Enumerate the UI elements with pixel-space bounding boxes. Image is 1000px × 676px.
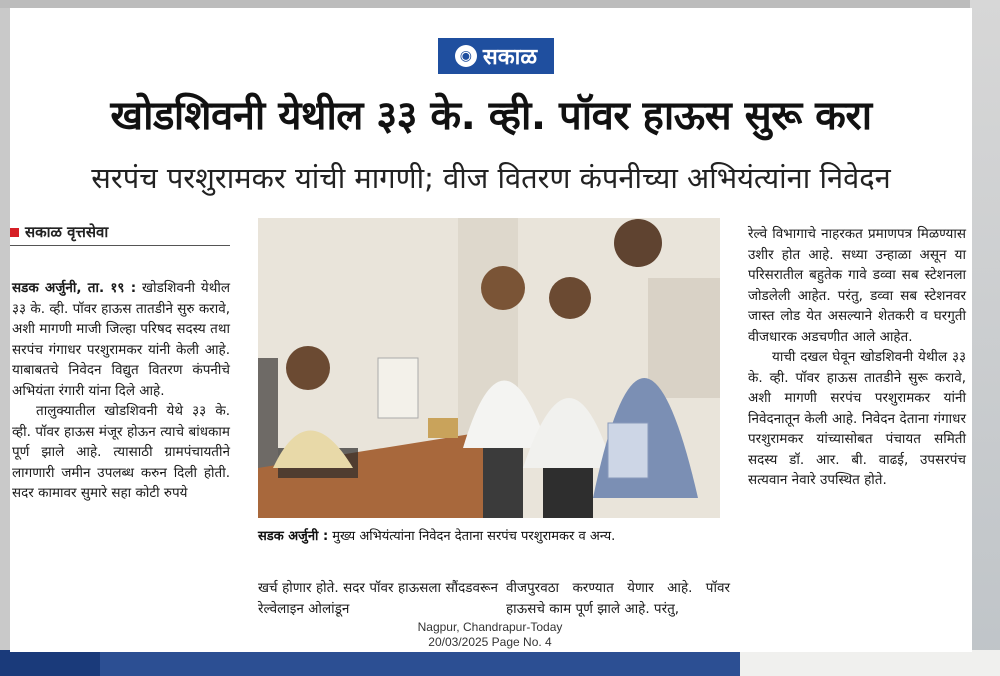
photo-caption (258, 526, 728, 544)
edition-footer (370, 620, 610, 650)
article-column-3 (748, 224, 966, 491)
caption-text: मुख्य अभियंत्यांना निवेदन देताना सरपंच परशुरामकर व अन्य. (332, 529, 616, 544)
byline (10, 222, 230, 246)
caption-place: सडक अर्जुनी : (258, 529, 329, 544)
background-bottom (0, 650, 1000, 676)
background-band-right (740, 650, 1000, 676)
dateline: सडक अर्जुनी, ता. १९ : (12, 280, 137, 296)
background-right (970, 0, 1000, 676)
article-column-2a: खर्च होणार होते. सदर पॉवर हाऊसला सौंदडवरून रेल्वेलाइन ओलांडून (258, 580, 498, 617)
masthead-logo (438, 38, 554, 74)
paragraph: तालुक्यातील खोडशिवनी येथे ३३ के. व्ही. पॉवर हाऊस मंजूर होऊन त्याचे बांधकाम पूर्ण झाले आहे. त्यासाठी ग्रामपंचायतीने लागणारी जमीन उपलब्ध करुन दिली होती. सदर कामावर सुमारे सहा कोटी रुपये (12, 403, 230, 501)
article-column-1 (12, 278, 230, 504)
paragraph: रेल्वे विभागाचे नाहरकत प्रमाणपत्र मिळण्यास उशीर होत आहे. सध्या उन्हाळा असून या परिसरातील बहुतेक गावे डव्वा सब स्टेशनला जोडलेली आहेत. परंतु, डव्वा सब स्टेशनवर जास्त लोड येत असल्याने शेतकरी व घरगुती वीजधारक अडचणीत आले आहेत. (748, 226, 966, 345)
logo-emblem-icon: ◉ (455, 45, 477, 67)
paragraph (12, 278, 230, 401)
background-band (100, 650, 740, 676)
byline-marker-icon (10, 228, 19, 237)
background-top (0, 0, 1000, 8)
newspaper-clipping (10, 8, 972, 652)
news-photo (258, 218, 720, 518)
article-column-2b: वीजपुरवठा करण्यात येणार आहे. पॉवर हाऊसचे काम पूर्ण झाले आहे. परंतु, (506, 580, 730, 617)
headline: खोडशिवनी येथील ३३ के. व्ही. पॉवर हाऊस सुरू करा (110, 93, 872, 139)
edition-name: Nagpur, Chandrapur-Today (417, 620, 563, 634)
logo-text: सकाळ (482, 45, 538, 70)
paragraph: याची दखल घेवून खोडशिवनी येथील ३३ के. व्ही. पॉवर हाऊस तातडीने सुरू करावे, अशी मागणी सरपंच परशुरामकर यांनी निवेदनातून केली आहे. निवेदन देताना गंगाधर परशुरामकर यांच्यासोबत पंचायत समिती सदस्य डॉ. आर. बी. वाढई, उपसरपंच सत्यवान नेवारे उपस्थित होते. (748, 349, 966, 488)
subheadline: सरपंच परशुरामकर यांची मागणी; वीज वितरण कंपनीच्या अभियंत्यांना निवेदन (91, 161, 891, 195)
edition-date-page: 20/03/2025 Page No. 4 (428, 635, 552, 649)
paragraph-text: खोडशिवनी येथील ३३ के. व्ही. पॉवर हाऊस तातडीने सुरु करावे, अशी मागणी माजी जिल्हा परिषद सदस्य तथा सरपंच गंगाधर परशुरामकर यांनी केली आहे. याबाबतचे निवेदन विद्युत वितरण कंपनीचे अभियंता रंगारी यांना दिले आहे. (12, 280, 230, 399)
photo-illustration (258, 218, 720, 518)
byline-text: सकाळ वृत्तसेवा (25, 223, 109, 241)
